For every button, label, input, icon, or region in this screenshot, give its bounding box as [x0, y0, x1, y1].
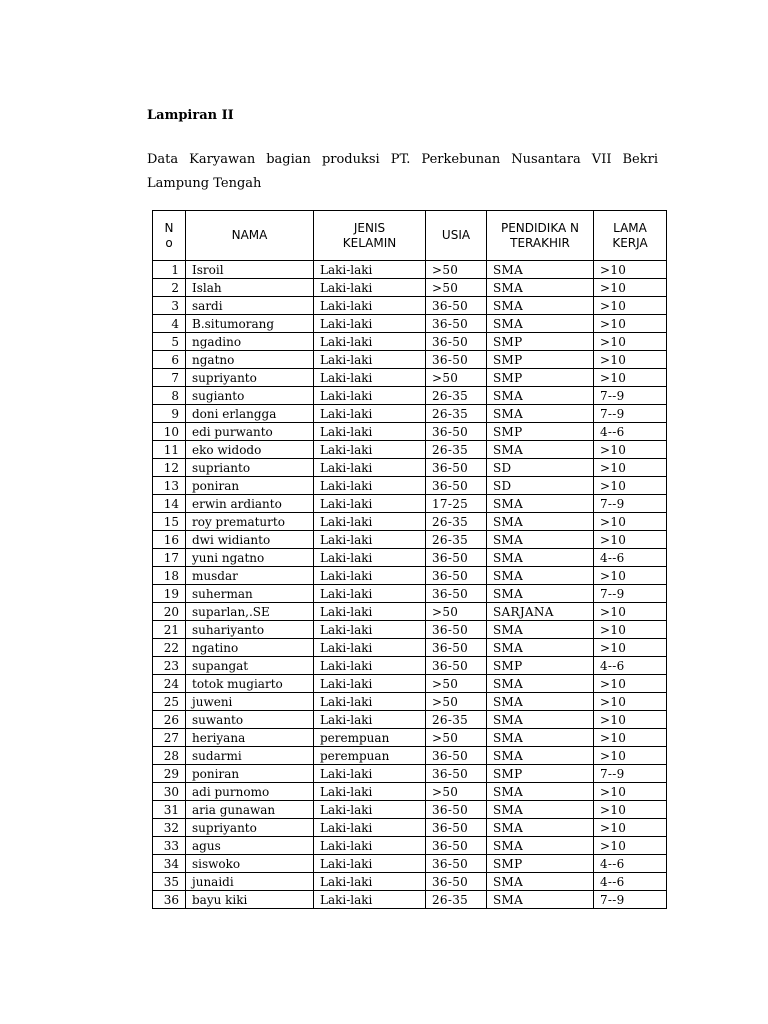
cell-jenis-kelamin: Laki-laki	[314, 891, 426, 909]
cell-lama-kerja: 4--6	[594, 423, 667, 441]
cell-no: 27	[153, 729, 186, 747]
table-row	[153, 675, 667, 693]
cell-jenis-kelamin: Laki-laki	[314, 873, 426, 891]
cell-usia: 36-50	[426, 333, 487, 351]
cell-pendidikan: SMA	[487, 783, 594, 801]
cell-pendidikan: SMP	[487, 765, 594, 783]
intro-paragraph: Data Karyawan bagian produksi PT. Perkebunan Nusantara VII Bekri Lampung Tengah	[147, 152, 658, 191]
cell-lama-kerja: >10	[594, 477, 667, 495]
cell-nama: Islah	[186, 279, 314, 297]
cell-pendidikan: SMA	[487, 873, 594, 891]
cell-no: 32	[153, 819, 186, 837]
cell-jenis-kelamin: Laki-laki	[314, 783, 426, 801]
cell-jenis-kelamin: Laki-laki	[314, 315, 426, 333]
table-row	[153, 315, 667, 333]
cell-lama-kerja: >10	[594, 783, 667, 801]
table-row	[153, 351, 667, 369]
cell-lama-kerja: >10	[594, 801, 667, 819]
table-row	[153, 477, 667, 495]
cell-nama: suprianto	[186, 459, 314, 477]
cell-jenis-kelamin: perempuan	[314, 729, 426, 747]
cell-lama-kerja: 4--6	[594, 657, 667, 675]
cell-pendidikan: SMP	[487, 351, 594, 369]
table-row	[153, 405, 667, 423]
table-row	[153, 369, 667, 387]
table-row	[153, 603, 667, 621]
cell-pendidikan: SMA	[487, 279, 594, 297]
cell-nama: ngadino	[186, 333, 314, 351]
cell-lama-kerja: >10	[594, 531, 667, 549]
cell-lama-kerja: >10	[594, 603, 667, 621]
table-row	[153, 693, 667, 711]
cell-lama-kerja: >10	[594, 729, 667, 747]
cell-lama-kerja: >10	[594, 747, 667, 765]
cell-no: 6	[153, 351, 186, 369]
cell-nama: erwin ardianto	[186, 495, 314, 513]
cell-no: 12	[153, 459, 186, 477]
cell-lama-kerja: 7--9	[594, 891, 667, 909]
cell-no: 1	[153, 261, 186, 279]
cell-pendidikan: SMA	[487, 297, 594, 315]
cell-nama: totok mugiarto	[186, 675, 314, 693]
table-row	[153, 567, 667, 585]
cell-lama-kerja: >10	[594, 351, 667, 369]
cell-pendidikan: SARJANA	[487, 603, 594, 621]
cell-nama: sardi	[186, 297, 314, 315]
cell-no: 10	[153, 423, 186, 441]
table-header-row	[153, 211, 667, 261]
cell-no: 11	[153, 441, 186, 459]
cell-usia: 26-35	[426, 513, 487, 531]
cell-nama: B.situmorang	[186, 315, 314, 333]
cell-no: 7	[153, 369, 186, 387]
cell-pendidikan: SMA	[487, 549, 594, 567]
cell-usia: 36-50	[426, 423, 487, 441]
cell-no: 9	[153, 405, 186, 423]
cell-nama: doni erlangga	[186, 405, 314, 423]
cell-lama-kerja: >10	[594, 711, 667, 729]
cell-lama-kerja: >10	[594, 459, 667, 477]
cell-no: 25	[153, 693, 186, 711]
cell-usia: >50	[426, 693, 487, 711]
cell-usia: 36-50	[426, 477, 487, 495]
cell-pendidikan: SMP	[487, 855, 594, 873]
cell-lama-kerja: >10	[594, 369, 667, 387]
cell-jenis-kelamin: Laki-laki	[314, 477, 426, 495]
cell-pendidikan: SMA	[487, 675, 594, 693]
cell-usia: 36-50	[426, 297, 487, 315]
cell-nama: bayu kiki	[186, 891, 314, 909]
cell-usia: 26-35	[426, 531, 487, 549]
cell-no: 21	[153, 621, 186, 639]
cell-nama: poniran	[186, 477, 314, 495]
cell-nama: suparlan,.SE	[186, 603, 314, 621]
cell-no: 22	[153, 639, 186, 657]
table-row	[153, 549, 667, 567]
cell-no: 33	[153, 837, 186, 855]
cell-jenis-kelamin: Laki-laki	[314, 423, 426, 441]
cell-no: 28	[153, 747, 186, 765]
cell-lama-kerja: 4--6	[594, 855, 667, 873]
cell-jenis-kelamin: Laki-laki	[314, 351, 426, 369]
cell-usia: 26-35	[426, 711, 487, 729]
cell-pendidikan: SMA	[487, 315, 594, 333]
cell-nama: adi purnomo	[186, 783, 314, 801]
table-row	[153, 819, 667, 837]
cell-usia: 36-50	[426, 657, 487, 675]
cell-nama: dwi widianto	[186, 531, 314, 549]
cell-usia: >50	[426, 369, 487, 387]
cell-no: 3	[153, 297, 186, 315]
table-row	[153, 765, 667, 783]
table-row	[153, 873, 667, 891]
cell-no: 29	[153, 765, 186, 783]
cell-pendidikan: SMA	[487, 531, 594, 549]
cell-jenis-kelamin: perempuan	[314, 747, 426, 765]
cell-nama: suhariyanto	[186, 621, 314, 639]
cell-usia: 36-50	[426, 855, 487, 873]
cell-no: 30	[153, 783, 186, 801]
table-row	[153, 531, 667, 549]
employee-table	[152, 210, 667, 909]
cell-pendidikan: SMA	[487, 621, 594, 639]
table-row	[153, 459, 667, 477]
cell-nama: musdar	[186, 567, 314, 585]
table-body	[153, 261, 667, 909]
cell-nama: ngatino	[186, 639, 314, 657]
cell-nama: aria gunawan	[186, 801, 314, 819]
table-row	[153, 513, 667, 531]
cell-no: 18	[153, 567, 186, 585]
table-row	[153, 711, 667, 729]
cell-lama-kerja: 7--9	[594, 765, 667, 783]
cell-jenis-kelamin: Laki-laki	[314, 549, 426, 567]
cell-nama: siswoko	[186, 855, 314, 873]
cell-no: 31	[153, 801, 186, 819]
cell-no: 8	[153, 387, 186, 405]
cell-pendidikan: SMP	[487, 333, 594, 351]
header-no: N o	[153, 211, 186, 261]
cell-nama: edi purwanto	[186, 423, 314, 441]
cell-jenis-kelamin: Laki-laki	[314, 333, 426, 351]
header-nama: NAMA	[186, 211, 314, 261]
cell-lama-kerja: >10	[594, 693, 667, 711]
header-jenis-kelamin: JENIS KELAMIN	[314, 211, 426, 261]
table-row	[153, 783, 667, 801]
cell-usia: 17-25	[426, 495, 487, 513]
cell-lama-kerja: >10	[594, 621, 667, 639]
table-row	[153, 855, 667, 873]
cell-usia: 36-50	[426, 351, 487, 369]
cell-jenis-kelamin: Laki-laki	[314, 675, 426, 693]
table-row	[153, 423, 667, 441]
cell-pendidikan: SMA	[487, 441, 594, 459]
cell-jenis-kelamin: Laki-laki	[314, 297, 426, 315]
table-row	[153, 621, 667, 639]
cell-usia: 36-50	[426, 837, 487, 855]
cell-usia: 26-35	[426, 891, 487, 909]
cell-usia: 26-35	[426, 387, 487, 405]
cell-usia: 36-50	[426, 819, 487, 837]
cell-usia: 36-50	[426, 621, 487, 639]
cell-usia: >50	[426, 279, 487, 297]
table-row	[153, 801, 667, 819]
cell-nama: suwanto	[186, 711, 314, 729]
table-row	[153, 387, 667, 405]
cell-no: 23	[153, 657, 186, 675]
cell-jenis-kelamin: Laki-laki	[314, 765, 426, 783]
table-row	[153, 657, 667, 675]
cell-lama-kerja: >10	[594, 297, 667, 315]
cell-jenis-kelamin: Laki-laki	[314, 387, 426, 405]
cell-nama: yuni ngatno	[186, 549, 314, 567]
cell-pendidikan: SMA	[487, 585, 594, 603]
cell-jenis-kelamin: Laki-laki	[314, 585, 426, 603]
cell-nama: poniran	[186, 765, 314, 783]
cell-no: 16	[153, 531, 186, 549]
cell-lama-kerja: >10	[594, 513, 667, 531]
cell-pendidikan: SMA	[487, 567, 594, 585]
cell-pendidikan: SMP	[487, 423, 594, 441]
cell-pendidikan: SMA	[487, 711, 594, 729]
cell-nama: sugianto	[186, 387, 314, 405]
cell-pendidikan: SMA	[487, 495, 594, 513]
cell-jenis-kelamin: Laki-laki	[314, 513, 426, 531]
cell-jenis-kelamin: Laki-laki	[314, 711, 426, 729]
cell-nama: suherman	[186, 585, 314, 603]
cell-nama: juweni	[186, 693, 314, 711]
cell-nama: junaidi	[186, 873, 314, 891]
table-row	[153, 261, 667, 279]
table-row	[153, 585, 667, 603]
cell-no: 26	[153, 711, 186, 729]
cell-pendidikan: SD	[487, 477, 594, 495]
cell-pendidikan: SMA	[487, 837, 594, 855]
header-lama-kerja: LAMA KERJA	[594, 211, 667, 261]
header-pendidikan-terakhir: PENDIDIKA N TERAKHIR	[487, 211, 594, 261]
table-row	[153, 639, 667, 657]
cell-jenis-kelamin: Laki-laki	[314, 441, 426, 459]
cell-pendidikan: SMA	[487, 747, 594, 765]
cell-usia: 36-50	[426, 567, 487, 585]
cell-no: 24	[153, 675, 186, 693]
cell-jenis-kelamin: Laki-laki	[314, 495, 426, 513]
cell-no: 14	[153, 495, 186, 513]
cell-pendidikan: SMA	[487, 513, 594, 531]
cell-usia: >50	[426, 261, 487, 279]
cell-pendidikan: SMP	[487, 369, 594, 387]
cell-jenis-kelamin: Laki-laki	[314, 819, 426, 837]
cell-jenis-kelamin: Laki-laki	[314, 261, 426, 279]
cell-lama-kerja: 7--9	[594, 495, 667, 513]
cell-usia: >50	[426, 675, 487, 693]
cell-usia: 26-35	[426, 441, 487, 459]
cell-no: 2	[153, 279, 186, 297]
cell-usia: 26-35	[426, 405, 487, 423]
cell-lama-kerja: 7--9	[594, 585, 667, 603]
cell-usia: >50	[426, 603, 487, 621]
cell-lama-kerja: >10	[594, 261, 667, 279]
cell-lama-kerja: 4--6	[594, 549, 667, 567]
cell-nama: supriyanto	[186, 369, 314, 387]
cell-jenis-kelamin: Laki-laki	[314, 369, 426, 387]
cell-lama-kerja: >10	[594, 819, 667, 837]
cell-jenis-kelamin: Laki-laki	[314, 693, 426, 711]
cell-pendidikan: SMA	[487, 729, 594, 747]
cell-pendidikan: SMA	[487, 819, 594, 837]
cell-usia: 36-50	[426, 873, 487, 891]
cell-nama: ngatno	[186, 351, 314, 369]
table-row	[153, 297, 667, 315]
cell-jenis-kelamin: Laki-laki	[314, 855, 426, 873]
cell-pendidikan: SMA	[487, 639, 594, 657]
cell-jenis-kelamin: Laki-laki	[314, 531, 426, 549]
cell-jenis-kelamin: Laki-laki	[314, 567, 426, 585]
cell-pendidikan: SMA	[487, 693, 594, 711]
cell-lama-kerja: >10	[594, 441, 667, 459]
cell-no: 19	[153, 585, 186, 603]
cell-no: 5	[153, 333, 186, 351]
cell-no: 17	[153, 549, 186, 567]
table-row	[153, 441, 667, 459]
cell-nama: roy prematurto	[186, 513, 314, 531]
cell-jenis-kelamin: Laki-laki	[314, 657, 426, 675]
cell-jenis-kelamin: Laki-laki	[314, 621, 426, 639]
cell-pendidikan: SMA	[487, 801, 594, 819]
cell-usia: 36-50	[426, 765, 487, 783]
table-row	[153, 333, 667, 351]
cell-nama: eko widodo	[186, 441, 314, 459]
cell-nama: agus	[186, 837, 314, 855]
cell-jenis-kelamin: Laki-laki	[314, 837, 426, 855]
cell-no: 20	[153, 603, 186, 621]
table-row	[153, 747, 667, 765]
cell-pendidikan: SMA	[487, 405, 594, 423]
cell-nama: supangat	[186, 657, 314, 675]
cell-usia: 36-50	[426, 315, 487, 333]
cell-lama-kerja: 4--6	[594, 873, 667, 891]
cell-lama-kerja: 7--9	[594, 405, 667, 423]
cell-no: 4	[153, 315, 186, 333]
cell-nama: sudarmi	[186, 747, 314, 765]
cell-jenis-kelamin: Laki-laki	[314, 603, 426, 621]
table-row	[153, 729, 667, 747]
cell-lama-kerja: >10	[594, 675, 667, 693]
cell-pendidikan: SMP	[487, 657, 594, 675]
cell-pendidikan: SMA	[487, 891, 594, 909]
cell-usia: 36-50	[426, 801, 487, 819]
cell-pendidikan: SMA	[487, 387, 594, 405]
cell-lama-kerja: >10	[594, 567, 667, 585]
cell-nama: supriyanto	[186, 819, 314, 837]
cell-nama: Isroil	[186, 261, 314, 279]
cell-no: 35	[153, 873, 186, 891]
cell-jenis-kelamin: Laki-laki	[314, 639, 426, 657]
cell-no: 13	[153, 477, 186, 495]
cell-jenis-kelamin: Laki-laki	[314, 405, 426, 423]
cell-usia: 36-50	[426, 639, 487, 657]
cell-usia: >50	[426, 729, 487, 747]
cell-pendidikan: SMA	[487, 261, 594, 279]
cell-jenis-kelamin: Laki-laki	[314, 459, 426, 477]
cell-no: 15	[153, 513, 186, 531]
cell-no: 36	[153, 891, 186, 909]
header-usia: USIA	[426, 211, 487, 261]
cell-lama-kerja: >10	[594, 837, 667, 855]
cell-lama-kerja: >10	[594, 279, 667, 297]
cell-lama-kerja: >10	[594, 639, 667, 657]
cell-no: 34	[153, 855, 186, 873]
table-row	[153, 837, 667, 855]
page-title: Lampiran II	[147, 108, 234, 123]
cell-lama-kerja: 7--9	[594, 387, 667, 405]
cell-usia: >50	[426, 783, 487, 801]
cell-pendidikan: SD	[487, 459, 594, 477]
cell-lama-kerja: >10	[594, 333, 667, 351]
cell-usia: 36-50	[426, 747, 487, 765]
cell-jenis-kelamin: Laki-laki	[314, 801, 426, 819]
cell-usia: 36-50	[426, 549, 487, 567]
table-row	[153, 891, 667, 909]
cell-usia: 36-50	[426, 585, 487, 603]
table-row	[153, 279, 667, 297]
cell-nama: heriyana	[186, 729, 314, 747]
cell-lama-kerja: >10	[594, 315, 667, 333]
table-row	[153, 495, 667, 513]
cell-jenis-kelamin: Laki-laki	[314, 279, 426, 297]
cell-usia: 36-50	[426, 459, 487, 477]
